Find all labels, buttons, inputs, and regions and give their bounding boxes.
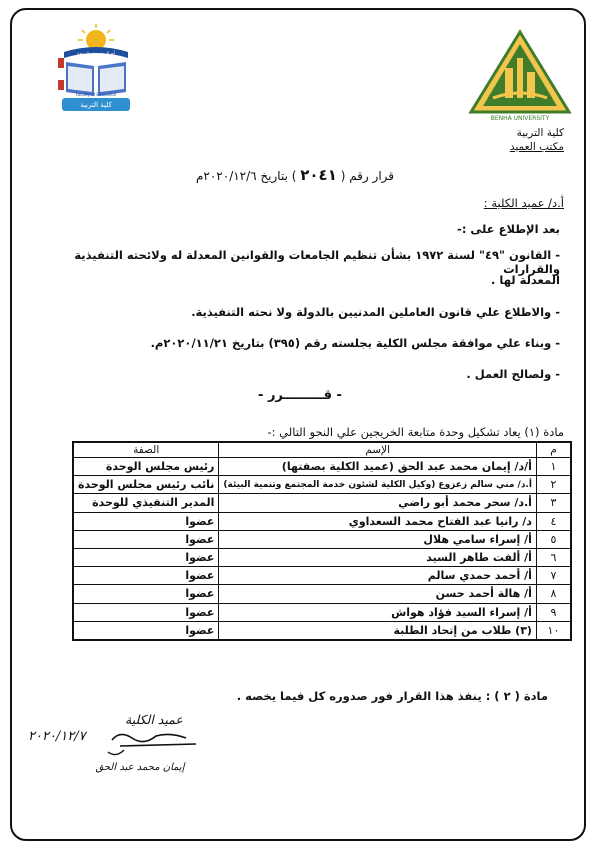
dean-title: عميد الكلية [125, 712, 183, 727]
row-num: ١٠ [536, 621, 571, 640]
row-name: أ.د/ سحر محمد أبو راضي [219, 494, 537, 512]
row-role: عضوا [73, 548, 219, 566]
logo-banner-text: أجيال جديدة طموحة [77, 52, 115, 57]
row-name: (٣) طلاب من إتحاد الطلبة [219, 621, 537, 640]
decides-title: - قـــــــــرر - [258, 388, 342, 403]
decree-label: قرار رقم ( [340, 169, 395, 183]
row-role: عضوا [73, 567, 219, 585]
benha-university-logo [465, 28, 575, 122]
logo-caption-en: BENHA UNIVERSITY [490, 115, 550, 122]
article-2: مادة ( ٢ ) : ينفذ هذا القرار فور صدوره كل فيما يخصه . [236, 689, 548, 703]
after-review: بعد الإطلاع على :- [457, 222, 560, 236]
table-row [73, 476, 571, 494]
row-num: ٦ [536, 548, 571, 566]
row-name: أ.د/ مني سالم زعزوع (وكيل الكلية لشئون خدمة المجتمع وتنمية البيئة) [219, 476, 537, 494]
table-row [73, 567, 571, 585]
row-num: ١ [536, 458, 571, 476]
faculty-header [510, 126, 564, 154]
row-num: ٣ [536, 494, 571, 512]
preamble-item-1: - القانون "٤٩" لسنة ١٩٧٢ بشأن تنظيم الجامعات والقوانين المعدلة له ولائحته التنفيذية والقرارات [74, 248, 560, 276]
signature-date: ٢٠٢٠/١٢/٧ [28, 729, 86, 744]
row-role: عضوا [73, 603, 219, 621]
row-role: عضوا [73, 530, 219, 548]
row-name: أ/ ألفت طاهر السيد [219, 548, 537, 566]
decree-number: ٢٠٤١ [300, 166, 337, 184]
preamble-item-4: - ولصالح العمل . [466, 367, 560, 381]
row-role: نائب رئيس مجلس الوحدة [73, 476, 219, 494]
logo-caption-ar: كلية التربية [80, 101, 112, 109]
header-role: الصفة [73, 442, 219, 458]
decree-date: ) بتاريخ ٢٠٢٠/١٢/٦م [195, 169, 297, 183]
table-row [73, 494, 571, 512]
row-num: ٩ [536, 603, 571, 621]
row-role: عضوا [73, 512, 219, 530]
table-header-row [73, 442, 571, 458]
row-name: أ/ إسراء السيد فؤاد هواش [219, 603, 537, 621]
row-num: ٨ [536, 585, 571, 603]
handwritten-signature [20, 718, 220, 788]
article-1: مادة (١) يعاد تشكيل وحدة متابعة الخريجين علي النحو التالي :- [267, 425, 564, 439]
row-name: أ/ إسراء سامي هلال [219, 530, 537, 548]
table-row [73, 603, 571, 621]
dean-office: مكتب العميد [509, 141, 564, 153]
row-num: ٥ [536, 530, 571, 548]
row-num: ٧ [536, 567, 571, 585]
logo-caption-en: Faculty of Education [75, 92, 117, 97]
table-row [73, 512, 571, 530]
row-role: المدير التنفيذي للوحدة [73, 494, 219, 512]
header-name: الإسم [219, 442, 537, 458]
row-name: د/ رانيا عبد الفتاح محمد السعداوي [219, 512, 537, 530]
addressee: أ.د/ عميد الكلية : [483, 196, 564, 210]
row-num: ٢ [536, 476, 571, 494]
preamble-item-1-cont: المعدلة لها . [491, 273, 560, 287]
faculty-of-education-logo [50, 22, 142, 114]
row-name: أ/ أحمد حمدي سالم [219, 567, 537, 585]
row-role: رئيس مجلس الوحدة [73, 458, 219, 476]
preamble-item-3: - وبناء علي موافقة مجلس الكلية بجلسته رقم (٣٩٥) بتاريخ ٢٠٢٠/١١/٢١م. [150, 336, 560, 350]
row-role: عضوا [73, 585, 219, 603]
table-row [73, 530, 571, 548]
members-table [72, 441, 572, 641]
table-row [73, 621, 571, 640]
decree-line [160, 166, 430, 184]
row-name: أ/د/ إيمان محمد عبد الحق (عميد الكلية بصفتها) [219, 458, 537, 476]
row-name: أ/ هالة أحمد حسن [219, 585, 537, 603]
header-num: م [536, 442, 571, 458]
row-num: ٤ [536, 512, 571, 530]
table-row [73, 458, 571, 476]
preamble-item-2: - والاطلاع علي قانون العاملين المدنيين بالدولة ولا نحته التنفيذية. [191, 305, 560, 319]
table-row [73, 585, 571, 603]
faculty-name: كلية التربية [516, 127, 564, 139]
signature-name: إيمان محمد عبد الحق [95, 762, 185, 773]
row-role: عضوا [73, 621, 219, 640]
table-row [73, 548, 571, 566]
